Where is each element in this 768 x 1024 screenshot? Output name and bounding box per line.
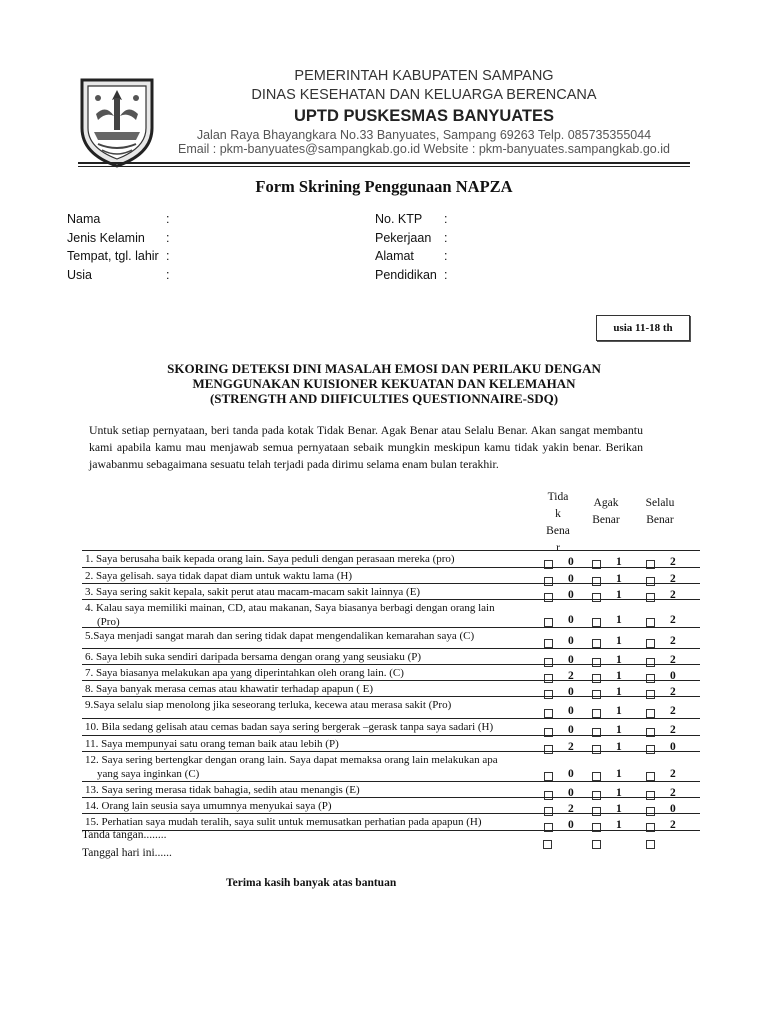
score-value: 2 — [670, 589, 676, 601]
question-text — [85, 650, 537, 664]
question-line: 11. Saya mempunyai satu orang teman baik atau lebih (P) — [85, 738, 339, 750]
checkbox-icon[interactable] — [544, 709, 553, 718]
checkbox-icon[interactable] — [592, 709, 601, 718]
checkbox-icon[interactable] — [544, 772, 553, 781]
score-value: 0 — [568, 819, 574, 831]
question-text — [85, 666, 537, 680]
date-line: Tanggal hari ini...... — [82, 847, 172, 859]
section-title-line-1: SKORING DETEKSI DINI MASALAH EMOSI DAN PERILAKU DENGAN — [167, 361, 601, 376]
score-value: 0 — [670, 670, 676, 682]
score-value: 1 — [616, 654, 622, 666]
identity-label-jenis-kelamin: Jenis Kelamin — [67, 231, 145, 245]
checkbox-icon[interactable] — [592, 840, 601, 849]
score-value: 0 — [568, 573, 574, 585]
score-value: 1 — [616, 589, 622, 601]
score-value: 2 — [670, 724, 676, 736]
score-value: 2 — [670, 654, 676, 666]
question-line: 3. Saya sering sakit kepala, sakit perut atau macam-macam sakit lainnya (E) — [85, 586, 421, 598]
score-value: 1 — [616, 614, 622, 626]
identity-sep: : — [166, 212, 170, 226]
question-line: 2. Saya gelisah. saya tidak dapat diam untuk waktu lama (H) — [85, 570, 352, 582]
score-value: 1 — [616, 724, 622, 736]
column-header-text: r — [556, 542, 560, 554]
question-text — [85, 629, 537, 643]
score-value: 2 — [670, 819, 676, 831]
table-row — [82, 781, 700, 798]
question-line: 8. Saya banyak merasa cemas atau khawatir terhadap apapun ( E) — [85, 683, 374, 695]
table-row — [82, 813, 700, 831]
question-text — [85, 585, 537, 599]
section-title-line-2: MENGGUNAKAN KUISIONER KEKUATAN DAN KELEMAHAN — [192, 376, 576, 391]
questionnaire-table — [82, 550, 700, 830]
score-value: 1 — [616, 670, 622, 682]
checkbox-icon[interactable] — [646, 840, 655, 849]
identity-sep: : — [444, 268, 448, 282]
score-value: 0 — [568, 614, 574, 626]
section-title-line-3: (STRENGTH AND DIIFICULTIES QUESTIONNAIRE-SDQ) — [209, 391, 559, 406]
score-value: 2 — [568, 670, 574, 682]
identity-label-no-ktp: No. KTP — [375, 212, 423, 226]
checkbox-icon[interactable] — [592, 618, 601, 627]
letterhead-institution: UPTD PUSKESMAS BANYUATES — [293, 107, 555, 125]
score-value: 0 — [568, 724, 574, 736]
question-line: 12. Saya sering bertengkar dengan orang lain. Saya dapat memaksa orang lain melakukan apa — [85, 754, 498, 766]
column-header-text: Selalu — [645, 497, 675, 509]
question-line-continued: (Pro) — [97, 616, 120, 628]
identity-sep: : — [444, 212, 448, 226]
score-value: 2 — [670, 635, 676, 647]
question-line: 4. Kalau saya memiliki mainan, CD, atau makanan, Saya biasanya berbagi dengan orang lain — [85, 602, 495, 614]
question-line: 1. Saya berusaha baik kepada orang lain. Saya peduli dengan perasaan mereka (pro) — [85, 553, 455, 565]
table-row — [82, 599, 700, 628]
score-value: 0 — [568, 787, 574, 799]
score-value: 2 — [670, 556, 676, 568]
table-row — [82, 567, 700, 584]
question-line: 13. Saya sering merasa tidak bahagia, sedih atau menangis (E) — [85, 784, 360, 796]
table-row — [82, 797, 700, 814]
question-text — [85, 698, 537, 712]
question-text — [85, 737, 537, 751]
regency-crest-logo-icon — [78, 76, 156, 168]
signature-line: Tanda tangan........ — [82, 829, 167, 841]
checkbox-icon[interactable] — [592, 639, 601, 648]
score-value: 1 — [616, 573, 622, 585]
score-value: 1 — [616, 741, 622, 753]
score-value: 1 — [616, 819, 622, 831]
question-text — [85, 783, 537, 797]
column-header-text: Benar — [646, 514, 674, 526]
score-value: 1 — [616, 635, 622, 647]
score-value: 2 — [670, 686, 676, 698]
question-line: 6. Saya lebih suka sendiri daripada bersama dengan orang yang seusiaku (P) — [85, 651, 422, 663]
identity-label-tempat-tgl-lahir: Tempat, tgl. lahir — [67, 249, 159, 263]
score-value: 1 — [616, 768, 622, 780]
column-header-text: Benar — [592, 514, 620, 526]
score-value: 1 — [616, 556, 622, 568]
column-header-selalu-benar — [638, 495, 682, 529]
table-row — [82, 680, 700, 697]
score-value: 0 — [568, 556, 574, 568]
table-row — [82, 550, 700, 568]
question-text — [85, 753, 537, 781]
letterhead-rule-thick — [78, 162, 690, 164]
identity-label-alamat: Alamat — [375, 249, 414, 263]
identity-sep: : — [444, 249, 448, 263]
column-header-text: k — [555, 508, 561, 520]
score-value: 0 — [568, 686, 574, 698]
score-value: 2 — [670, 787, 676, 799]
question-text — [85, 720, 537, 734]
score-value: 1 — [616, 787, 622, 799]
checkbox-icon[interactable] — [646, 618, 655, 627]
checkbox-icon[interactable] — [544, 639, 553, 648]
question-text — [85, 601, 537, 629]
score-value: 0 — [568, 705, 574, 717]
instructions-paragraph: Untuk setiap pernyataan, beri tanda pada kotak Tidak Benar. Agak Benar atau Selalu Benar. Akan sangat membantu kami apabila kamu mau menjawab semua pernyataan sebaik mungkin meskipun kamu tidak yakin benar. Berikan jawabanmu sebagaimana sesuatu telah terjadi pada dirimu selama enam bulan terakhir. — [89, 423, 643, 471]
letterhead-government: PEMERINTAH KABUPATEN SAMPANG — [294, 68, 554, 84]
score-value: 2 — [670, 705, 676, 717]
checkbox-icon[interactable] — [592, 772, 601, 781]
score-value: 2 — [670, 614, 676, 626]
column-header-text: Bena — [546, 525, 570, 537]
identity-sep: : — [166, 231, 170, 245]
question-text — [85, 569, 537, 583]
thank-you-note: Terima kasih banyak atas bantuan — [226, 877, 397, 889]
letterhead-contact: Email : pkm-banyuates@sampangkab.go.id Website : pkm-banyuates.sampangkab.go.id — [178, 142, 670, 156]
score-value: 0 — [670, 803, 676, 815]
form-title: Form Skrining Penggunaan NAPZA — [255, 177, 513, 196]
table-row — [82, 735, 700, 752]
checkbox-icon[interactable] — [646, 639, 655, 648]
question-line: 15. Perhatian saya mudah teralih, saya sulit untuk memusatkan perhatian pada apapun (H) — [85, 816, 482, 828]
column-header-tidak-benar — [536, 489, 580, 557]
table-row — [82, 583, 700, 600]
table-row — [82, 751, 700, 782]
score-value: 0 — [670, 741, 676, 753]
question-text — [85, 552, 537, 566]
checkbox-icon[interactable] — [646, 772, 655, 781]
table-row — [82, 718, 700, 736]
identity-label-pendidikan: Pendidikan — [375, 268, 437, 282]
identity-sep: : — [166, 268, 170, 282]
score-value: 0 — [568, 768, 574, 780]
checkbox-icon[interactable] — [646, 709, 655, 718]
question-text — [85, 815, 537, 829]
score-value: 0 — [568, 589, 574, 601]
table-row — [82, 648, 700, 665]
question-line: 10. Bila sedang gelisah atau cemas badan saya sering bergerak –gerask tanpa saya sadari (H) — [85, 721, 494, 733]
checkbox-icon[interactable] — [543, 840, 552, 849]
score-value: 0 — [568, 654, 574, 666]
question-line: 5.Saya menjadi sangat marah dan sering tidak dapat mengendalikan kemarahan saya (C) — [85, 630, 475, 642]
question-line: 9.Saya selalu siap menolong jika seseorang terluka, kecewa atau merasa sakit (Pro) — [85, 699, 452, 711]
score-value: 2 — [670, 573, 676, 585]
identity-label-pekerjaan: Pekerjaan — [375, 231, 432, 245]
table-row — [82, 696, 700, 719]
letterhead-address: Jalan Raya Bhayangkara No.33 Banyuates, Sampang 69263 Telp. 085735355044 — [196, 128, 652, 142]
score-value: 2 — [568, 803, 574, 815]
score-value: 0 — [568, 635, 574, 647]
age-range-badge: usia 11-18 th — [596, 315, 690, 341]
identity-label-nama: Nama — [67, 212, 101, 226]
question-line: 7. Saya biasanya melakukan apa yang diperintahkan oleh orang lain. (C) — [85, 667, 404, 679]
score-value: 2 — [670, 768, 676, 780]
identity-sep: : — [166, 249, 170, 263]
score-value: 1 — [616, 705, 622, 717]
column-header-text: Tida — [547, 491, 569, 503]
identity-label-usia: Usia — [67, 268, 93, 282]
table-bottom-rule — [82, 830, 700, 831]
score-value: 1 — [616, 803, 622, 815]
score-value: 2 — [568, 741, 574, 753]
table-row — [82, 664, 700, 681]
letterhead-department: DINAS KESEHATAN DAN KELUARGA BERENCANA — [251, 87, 597, 103]
identity-sep: : — [444, 231, 448, 245]
score-value: 1 — [616, 686, 622, 698]
column-header-agak-benar — [584, 495, 628, 529]
table-row — [82, 627, 700, 649]
column-header-text: Agak — [593, 497, 619, 509]
checkbox-icon[interactable] — [544, 618, 553, 627]
question-text — [85, 682, 537, 696]
letterhead-rule-thin — [78, 166, 690, 167]
question-line-continued: yang saya inginkan (C) — [97, 768, 200, 780]
question-text — [85, 799, 537, 813]
question-line: 14. Orang lain seusia saya umumnya menyukai saya (P) — [85, 800, 332, 812]
